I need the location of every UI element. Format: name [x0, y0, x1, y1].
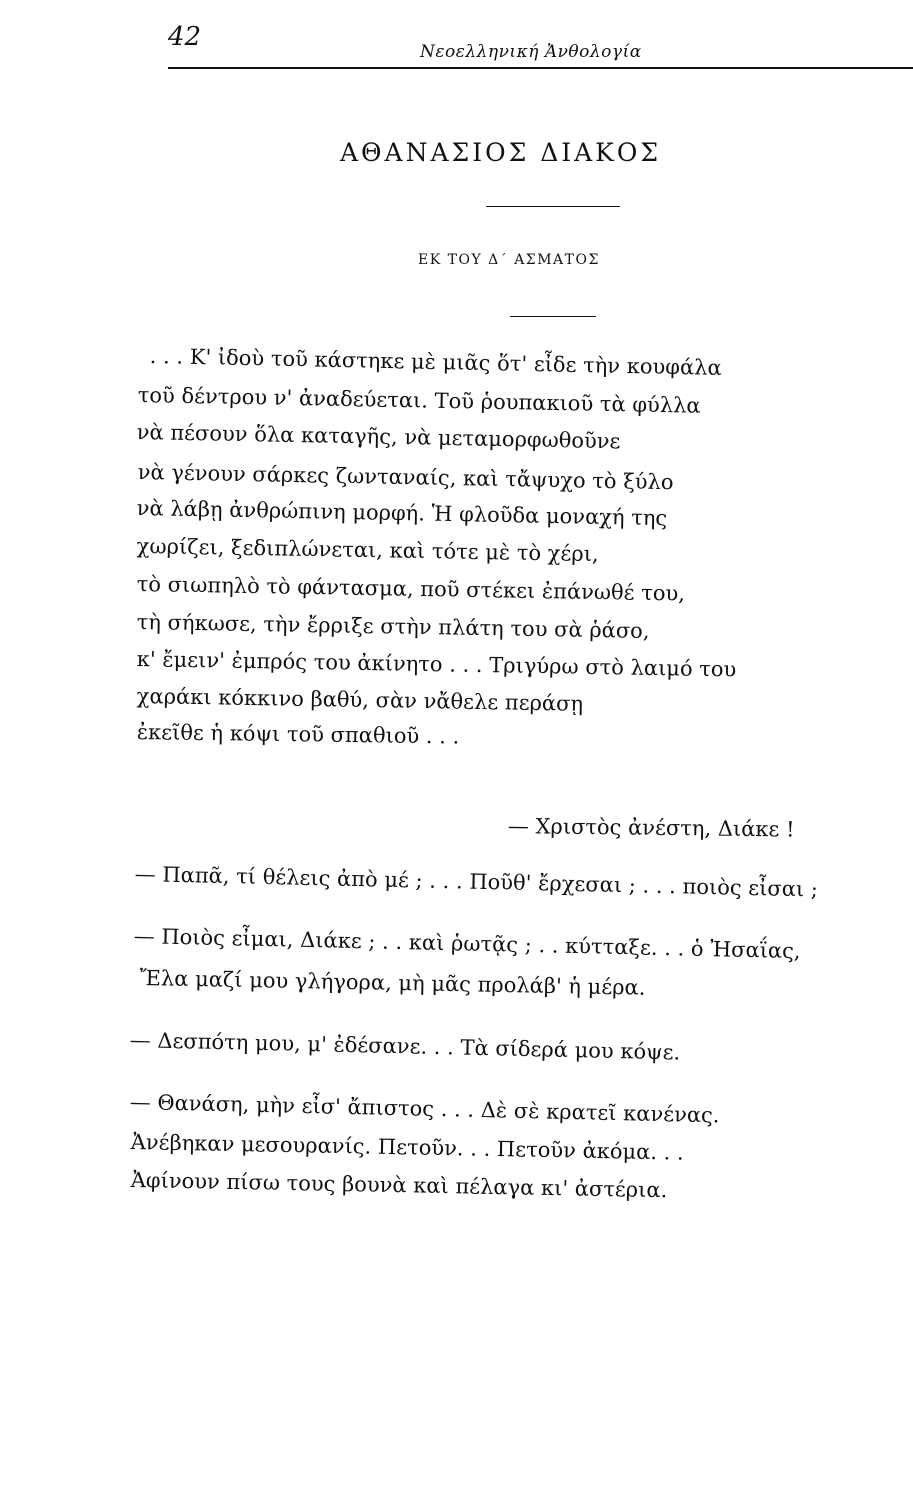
- header-rule: [168, 67, 913, 69]
- dialogue-line: Ἀφίνουν πίσω τους βουνὰ καὶ πέλαγα κι' ἀστέρια.: [130, 1168, 668, 1203]
- verse-line: νὰ λάβῃ ἀνθρώπινη μορφή. Ἡ φλοῦδα μοναχή της: [136, 496, 668, 531]
- verse-line: ἐκεῖθε ἡ κόψι τοῦ σπαθιοῦ . . .: [136, 720, 460, 749]
- verse-line: νὰ γένουν σάρκες ζωνταναίς, καὶ τἄψυχο τὸ ξύλο: [137, 460, 674, 495]
- dialogue-line: — Δεσπότη μου, μ' ἐδέσανε. . . Τὰ σίδερά μου κόψε.: [129, 1028, 681, 1065]
- dialogue-line: Ἀνέβηκαν μεσουρανίς. Πετοῦν. . . Πετοῦν ἀκόμα. . .: [130, 1130, 684, 1165]
- verse-line: κ' ἔμειν' ἐμπρός του ἀκίνητο . . . Τριγύρω στὸ λαιμό του: [136, 647, 737, 682]
- poem-subtitle: ΕΚ ΤΟΥ Δ΄ ΑΣΜΑΤΟΣ: [418, 252, 600, 268]
- dialogue-line: — Θανάση, μὴν εἶσ' ἄπιστος . . . Δὲ σὲ κρατεῖ κανένας.: [129, 1090, 720, 1128]
- dialogue-line: — Χριστὸς ἀνέστη, Διάκε !: [507, 814, 795, 842]
- dialogue-line: Ἔλα μαζί μου γλήγορα, μὴ μᾶς προλάβ' ἡ μέρα.: [139, 966, 646, 1000]
- title-divider: [486, 206, 620, 207]
- subtitle-divider: [510, 316, 596, 317]
- verse-line: τὸ σιωπηλὸ τὸ φάντασμα, ποῦ στέκει ἐπάνωθέ του,: [136, 572, 686, 606]
- verse-line: . . . Κ' ἰδοὺ τοῦ κάστηκε μὲ μιᾶς ὅτ' εἶδε τὴν κουφάλα: [149, 344, 722, 380]
- page-number: 42: [168, 22, 202, 52]
- verse-line: χαράκι κόκκινο βαθύ, σὰν νἄθελε περάσῃ: [136, 684, 584, 716]
- verse-line: νὰ πέσουν ὅλα καταγῆς, νὰ μεταμορφωθοῦνε: [136, 420, 621, 454]
- verse-line: τὴ σήκωσε, τὴν ἔρριξε στὴν πλάτη του σὰ ῥάσο,: [136, 610, 650, 643]
- dialogue-line: — Ποιὸς εἶμαι, Διάκε ; . . καὶ ῥωτᾷς ; . . κύτταξε. . . ὁ Ἠσαΐας,: [133, 924, 801, 964]
- dialogue-line: — Παπᾶ, τί θέλεις ἀπὸ μέ ; . . . Ποῦθ' ἔρχεσαι ; . . . ποιὸς εἶσαι ;: [134, 862, 819, 902]
- running-title: Νεοελληνική Ἀνθολογία: [420, 42, 642, 62]
- poem-author-title: ΑΘΑΝΑΣΙΟΣ ΔΙΑΚΟΣ: [340, 138, 662, 167]
- verse-line: τοῦ δέντρου ν' ἀναδεύεται. Τοῦ ῥουπακιοῦ τὰ φύλλα: [137, 383, 701, 418]
- verse-line: χωρίζει, ξεδιπλώνεται, καὶ τότε μὲ τὸ χέρι,: [136, 534, 599, 567]
